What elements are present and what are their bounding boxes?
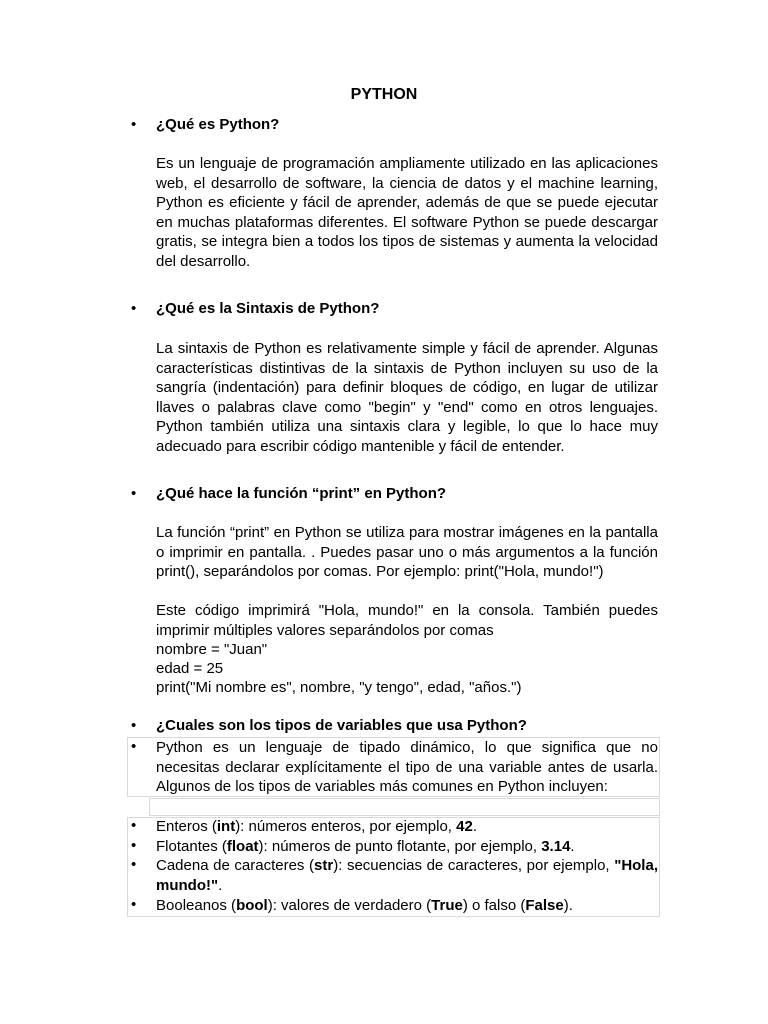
page-title: PYTHON <box>350 86 418 103</box>
type-example: 42 <box>456 818 473 835</box>
type-label: Enteros ( <box>156 818 217 835</box>
bullet-marker: • <box>131 738 137 755</box>
punct: ). <box>563 897 573 914</box>
code-line-2: edad = 25 <box>156 660 224 677</box>
type-example: 3.14 <box>541 838 571 855</box>
type-desc: ): números enteros, por ejemplo, <box>235 818 457 835</box>
type-example: True <box>431 897 463 914</box>
punct: . <box>472 818 477 835</box>
bullet-marker: • <box>131 485 137 502</box>
type-label: Flotantes ( <box>156 838 227 855</box>
section-heading-tipos: ¿Cuales son los tipos de variables que usa Python? <box>156 717 527 734</box>
type-label: Booleanos ( <box>156 897 237 914</box>
type-desc: ) o falso ( <box>462 897 526 914</box>
section-extra-print: Este código imprimirá "Hola, mundo!" en la consola. También puedes imprimir múltiples valores separándolos por comas <box>156 602 658 639</box>
bullet-marker: • <box>131 896 137 913</box>
section-heading-que-es-python: ¿Qué es Python? <box>156 116 280 133</box>
bullet-marker: • <box>131 717 137 734</box>
empty-cell <box>149 798 660 816</box>
code-line-3: print("Mi nombre es", nombre, "y tengo", edad, "años.") <box>156 679 522 696</box>
code-line-1: nombre = "Juan" <box>156 641 268 658</box>
bullet-marker: • <box>131 837 137 854</box>
type-desc: ): valores de verdadero ( <box>267 897 432 914</box>
type-keyword: bool <box>236 897 268 914</box>
type-example: False <box>525 897 564 914</box>
bullet-marker: • <box>131 300 137 317</box>
bullet-marker: • <box>131 116 137 133</box>
types-intro-text: Python es un lenguaje de tipado dinámico, lo que significa que no necesitas declarar explícitamente el tipo de una variable antes de usarla. Algunos de los tipos de variables más comunes en Python incluyen: <box>156 739 658 795</box>
type-keyword: float <box>226 838 259 855</box>
punct: . <box>218 876 223 894</box>
type-label: Cadena de caracteres ( <box>156 857 315 874</box>
section-body-sintaxis: La sintaxis de Python es relativamente simple y fácil de aprender. Algunas características distintivas de la sintaxis de Python incluyen su uso de la sangría (indentación) para definir bloques de código, en lugar de utilizar llaves o palabras clave como "begin" y "end" como en otros lenguajes. Python también utiliza una sintaxis clara y legible, lo que lo hace muy adecuado para escribir código mantenible y fácil de entender. <box>156 340 658 455</box>
type-keyword: int <box>216 818 236 835</box>
section-body-print: La función “print” en Python se utiliza para mostrar imágenes en la pantalla o imprimir en pantalla. . Puedes pasar uno o más argumentos a la función print(), separándolos por comas. Por ejemplo: print("Hola, mundo!") <box>156 524 658 580</box>
section-body-que-es-python: Es un lenguaje de programación ampliamente utilizado en las aplicaciones web, el desarrollo de software, la ciencia de datos y el machine learning, Python es eficiente y fácil de aprender, además de que se puede ejecutar en muchas plataformas diferentes. El software Python se puede descargar gratis, se integra bien a todos los tipos de sistemas y aumenta la velocidad del desarrollo. <box>156 155 658 270</box>
punct: . <box>570 838 575 855</box>
section-heading-sintaxis: ¿Qué es la Sintaxis de Python? <box>156 300 380 317</box>
type-example: "Hola, mundo!" <box>156 857 658 894</box>
type-keyword: str <box>314 857 334 874</box>
type-desc: ): secuencias de caracteres, por ejemplo, <box>333 857 615 874</box>
type-desc: ): números de punto flotante, por ejemplo, <box>258 838 542 855</box>
section-heading-print: ¿Qué hace la función “print” en Python? <box>156 485 447 502</box>
bullet-marker: • <box>131 856 137 873</box>
bullet-marker: • <box>131 817 137 834</box>
